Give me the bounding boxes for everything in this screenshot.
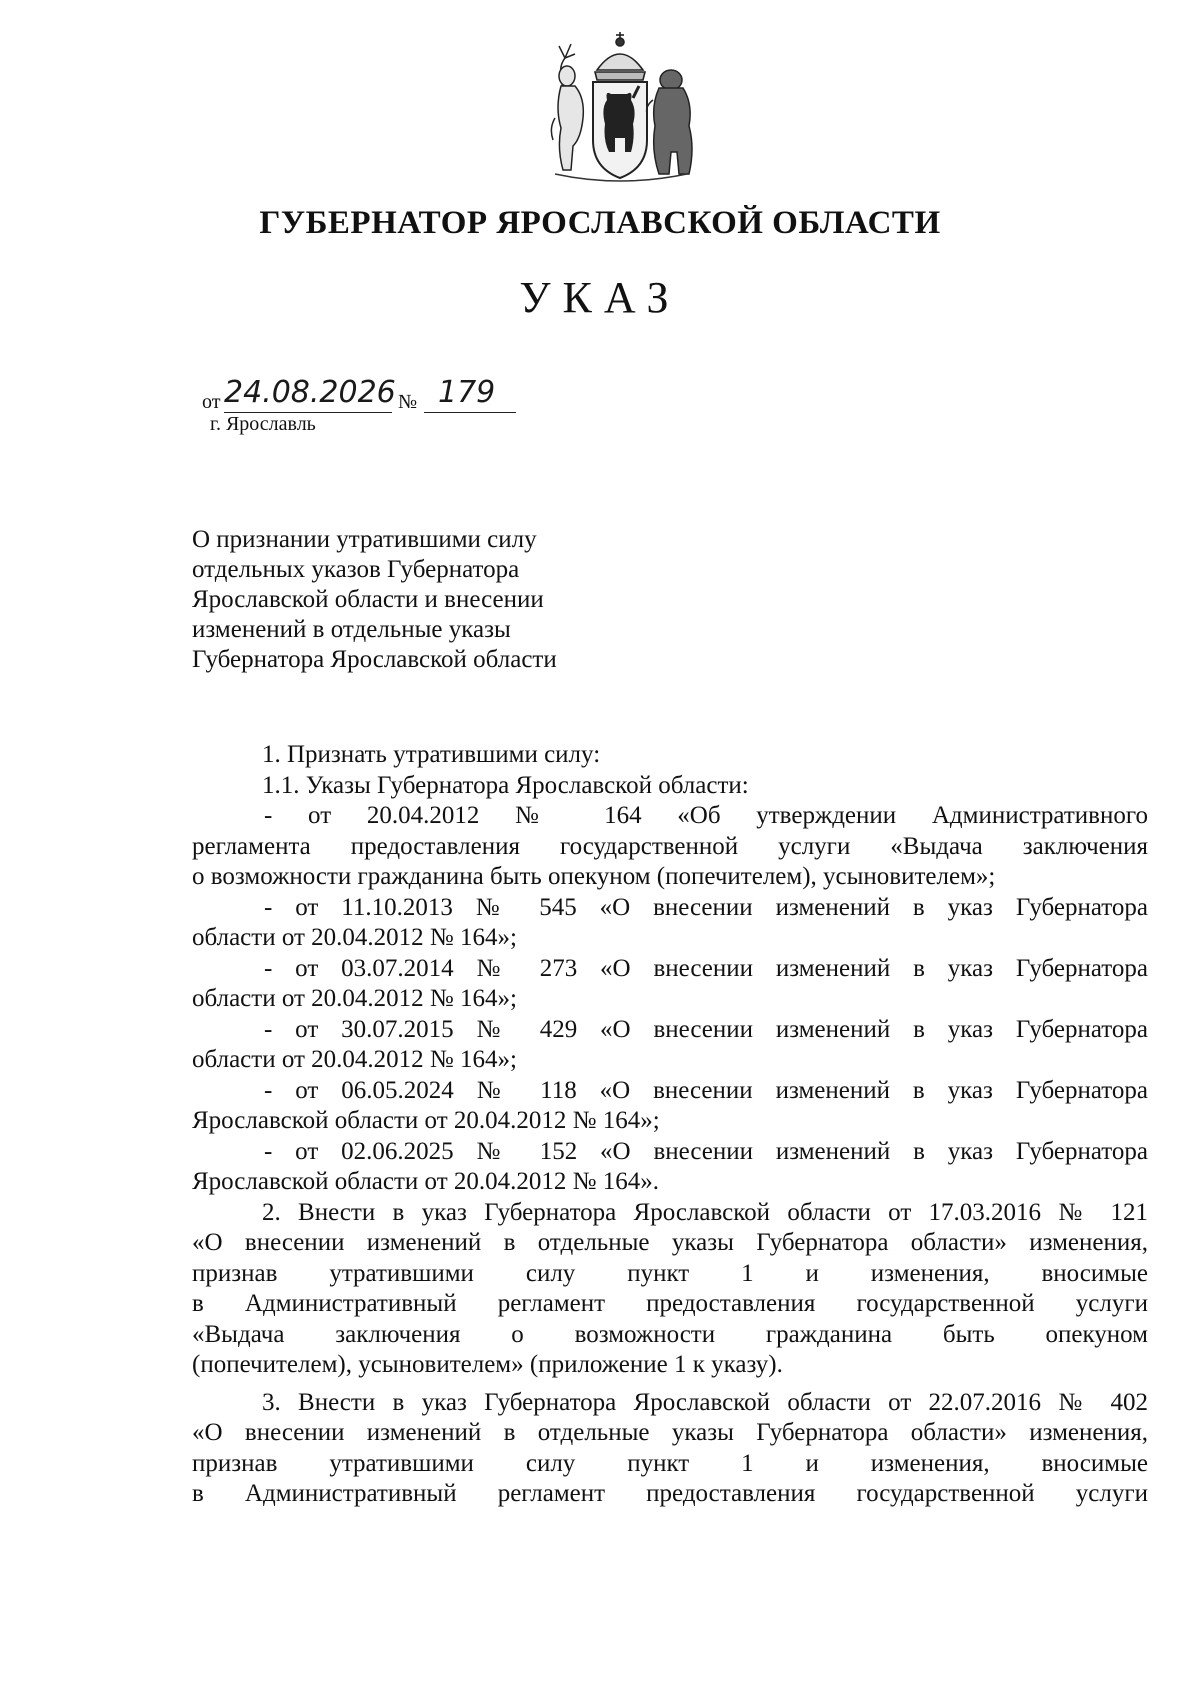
paragraph-2-line: (попечителем), усыновителем» (приложение 1 к указу). bbox=[192, 1351, 783, 1378]
paragraph-3-line: «О внесении изменений в отдельные указы Губернатора области» изменения, bbox=[192, 1419, 1148, 1446]
paragraph-2-line: в Административный регламент предоставления государственной услуги bbox=[192, 1290, 1148, 1317]
list-item-line: - от 06.05.2024 № 118 «О внесении изменений в указ Губернатора bbox=[264, 1076, 1148, 1104]
document-type: УКАЗ bbox=[519, 273, 681, 322]
list-item-line: - от 30.07.2015 № 429 «О внесении изменений в указ Губернатора bbox=[264, 1015, 1148, 1043]
paragraph-3-line: 3. Внести в указ Губернатора Ярославской области от 22.07.2016 № 402 bbox=[262, 1388, 1148, 1416]
paragraph-2-line: признав утратившими силу пункт 1 и изменения, вносимые bbox=[192, 1259, 1148, 1287]
list-item-line: Ярославской области от 20.04.2012 № 164»; bbox=[192, 1107, 660, 1134]
handwritten-number: 179 bbox=[438, 375, 496, 410]
title-line: О признании утратившими силу bbox=[192, 526, 537, 553]
decree-body bbox=[192, 740, 1148, 1510]
list-item-line: - от 02.06.2025 № 152 «О внесении изменений в указ Губернатора bbox=[264, 1137, 1148, 1165]
paragraph-1-1: 1.1. Указы Губернатора Ярославской области: bbox=[262, 771, 749, 799]
title-line: изменений в отдельные указы bbox=[192, 616, 511, 643]
decree-title bbox=[192, 525, 712, 675]
date-number-line bbox=[202, 375, 622, 415]
list-item-line: - от 20.04.2012 № 164 «Об утверждении Административного bbox=[264, 802, 1148, 829]
list-item-line: области от 20.04.2012 № 164»; bbox=[192, 1046, 517, 1073]
paragraph-1: 1. Признать утратившими силу: bbox=[262, 741, 601, 768]
coat-of-arms-emblem bbox=[535, 28, 705, 188]
list-item-line: Ярославской области от 20.04.2012 № 164». bbox=[192, 1168, 659, 1195]
handwritten-date: 24.08.2026 bbox=[224, 375, 396, 410]
list-item-line: области от 20.04.2012 № 164»; bbox=[192, 924, 517, 951]
list-item-line: - от 11.10.2013 № 545 «О внесении изменений в указ Губернатора bbox=[264, 893, 1148, 921]
title-line: Ярославской области и внесении bbox=[192, 586, 544, 613]
number-underline bbox=[424, 412, 516, 413]
paragraph-2-line: «О внесении изменений в отдельные указы Губернатора области» изменения, bbox=[192, 1229, 1148, 1256]
issue-city: г. Ярославль bbox=[210, 413, 316, 435]
date-prefix: от bbox=[202, 391, 221, 413]
list-item-line: о возможности гражданина быть опекуном (попечителем), усыновителем»; bbox=[192, 863, 996, 890]
paragraph-3-line: признав утратившими силу пункт 1 и изменения, вносимые bbox=[192, 1449, 1148, 1477]
number-prefix: № bbox=[398, 391, 418, 413]
paragraph-2-line: «Выдача заключения о возможности гражданина быть опекуном bbox=[192, 1320, 1148, 1348]
title-line: отдельных указов Губернатора bbox=[192, 556, 520, 583]
list-item-line: - от 03.07.2014 № 273 «О внесении изменений в указ Губернатора bbox=[264, 954, 1148, 982]
title-line: Губернатора Ярославской области bbox=[192, 646, 557, 673]
issuing-authority: ГУБЕРНАТОР ЯРОСЛАВСКОЙ ОБЛАСТИ bbox=[259, 205, 941, 241]
list-item-line: регламента предоставления государственной услуги «Выдача заключения bbox=[192, 832, 1148, 860]
list-item-line: области от 20.04.2012 № 164»; bbox=[192, 985, 517, 1012]
paragraph-2-line: 2. Внести в указ Губернатора Ярославской области от 17.03.2016 № 121 bbox=[262, 1198, 1148, 1226]
paragraph-3-line: в Административный регламент предоставления государственной услуги bbox=[192, 1480, 1148, 1507]
